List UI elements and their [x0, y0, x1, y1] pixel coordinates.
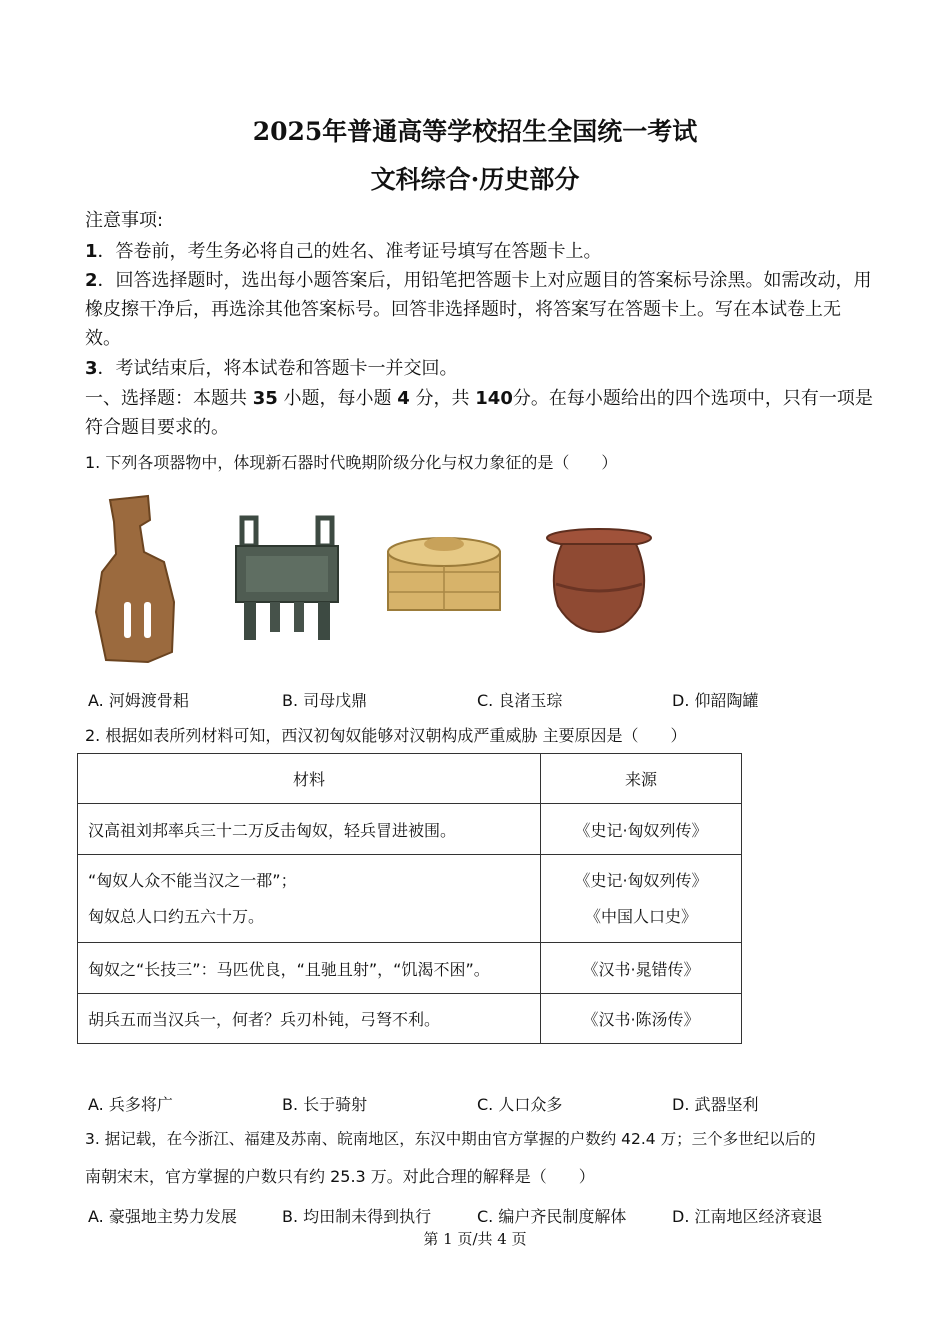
table-cell-material: 匈奴之“长技三”：马匹优良，“且驰且射”，“饥渴不困”。: [78, 943, 541, 994]
exam-title: 2025年普通高等学校招生全国统一考试: [252, 117, 698, 146]
notice-num: 2: [85, 270, 98, 291]
jade-cong-image: [380, 530, 508, 620]
notice-heading: 注意事项:: [85, 210, 164, 231]
notice-text: ．考试结束后，将本试卷和答题卡一并交回。: [97, 358, 458, 379]
notice-item-3: [85, 354, 875, 383]
section-text: 分。在每小题给出的四个选项中，只有一项是符合题目要求的。: [85, 388, 873, 438]
material-line: “匈奴人众不能当汉之一郡”；: [88, 870, 297, 890]
q3-option-a[interactable]: A. 豪强地主势力发展: [88, 1207, 237, 1226]
q1-option-d[interactable]: D. 仰韶陶罐: [672, 691, 759, 710]
exam-subtitle: 文科综合·历史部分: [370, 165, 580, 194]
q3-option-b[interactable]: B. 均田制未得到执行: [282, 1207, 432, 1226]
section-text: 分，共: [415, 388, 470, 409]
table-row: [78, 943, 742, 994]
table-cell-source: 《汉书·晁错传》: [541, 943, 742, 994]
table-row: [78, 994, 742, 1044]
table-cell-material: [78, 855, 541, 943]
table-header-material: 材料: [78, 754, 541, 804]
table-cell-source: [541, 855, 742, 943]
q3-stem-line2: 南朝宋末，官方掌握的户数只有约 25.3 万。对此合理的解释是（ ）: [85, 1167, 595, 1186]
notice-text: ．回答选择题时，选出每小题答案后，用铅笔把答题卡上对应题目的答案标号涂黑。如需改动，用橡皮擦干净后，再选涂其他答案标号。回答非选择题时，将答案写在答题卡上。写在本试卷上无效。: [85, 270, 872, 349]
table-header-source: 来源: [541, 754, 742, 804]
q2-option-d[interactable]: D. 武器坚利: [672, 1095, 759, 1114]
table-cell-source: 《汉书·陈汤传》: [541, 994, 742, 1044]
q2-option-c[interactable]: C. 人口众多: [477, 1095, 563, 1114]
notice-item-2: [85, 266, 875, 353]
bone-spade-image: [88, 492, 188, 672]
table-row: [78, 804, 742, 855]
section-instructions: [85, 384, 875, 442]
section-text: 小题，每小题: [283, 388, 392, 409]
notice-text: ．答卷前，考生务必将自己的姓名、准考证号填写在答题卡上。: [97, 241, 602, 262]
q2-stem: 2. 根据如表所列材料可知，西汉初匈奴能够对汉朝构成严重威胁 主要原因是（ ）: [85, 726, 687, 745]
q2-option-a[interactable]: A. 兵多将广: [88, 1095, 173, 1114]
section-total: 140: [475, 388, 513, 409]
q2-option-b[interactable]: B. 长于骑射: [282, 1095, 368, 1114]
table-row: [78, 855, 742, 943]
notice-num: 3: [85, 358, 98, 379]
material-table: [77, 753, 742, 1044]
q1-option-a[interactable]: A. 河姆渡骨耜: [88, 691, 189, 710]
table-cell-material: 汉高祖刘邦率兵三十二万反击匈奴，轻兵冒进被围。: [78, 804, 541, 855]
q1-stem: 1. 下列各项器物中，体现新石器时代晚期阶级分化与权力象征的是（ ）: [85, 453, 618, 472]
ding-vessel-image: [232, 512, 342, 644]
q1-option-c[interactable]: C. 良渚玉琮: [477, 691, 563, 710]
pottery-jar-image: [540, 526, 658, 636]
table-cell-source: 《史记·匈奴列传》: [541, 804, 742, 855]
source-line: 《史记·匈奴列传》: [574, 870, 708, 890]
q3-stem-line1: 3. 据记载，在今浙江、福建及苏南、皖南地区，东汉中期由官方掌握的户数约 42.4 万；三个多世纪以后的: [85, 1130, 816, 1148]
q3-option-d[interactable]: D. 江南地区经济衰退: [672, 1207, 823, 1226]
source-line: 《中国人口史》: [584, 906, 697, 926]
table-header-row: [78, 754, 742, 804]
material-line: 匈奴总人口约五六十万。: [88, 906, 265, 926]
page-footer: 第 1 页/共 4 页: [423, 1230, 527, 1248]
notice-item-1: [85, 237, 875, 266]
q1-option-b[interactable]: B. 司母戊鼎: [282, 691, 368, 710]
q3-option-c[interactable]: C. 编户齐民制度解体: [477, 1207, 627, 1226]
section-points: 4: [397, 388, 410, 409]
section-text: 一、选择题：本题共: [85, 388, 247, 409]
section-count: 35: [252, 388, 278, 409]
notice-num: 1: [85, 241, 98, 262]
table-cell-material: 胡兵五而当汉兵一，何者？兵刃朴钝，弓弩不利。: [78, 994, 541, 1044]
